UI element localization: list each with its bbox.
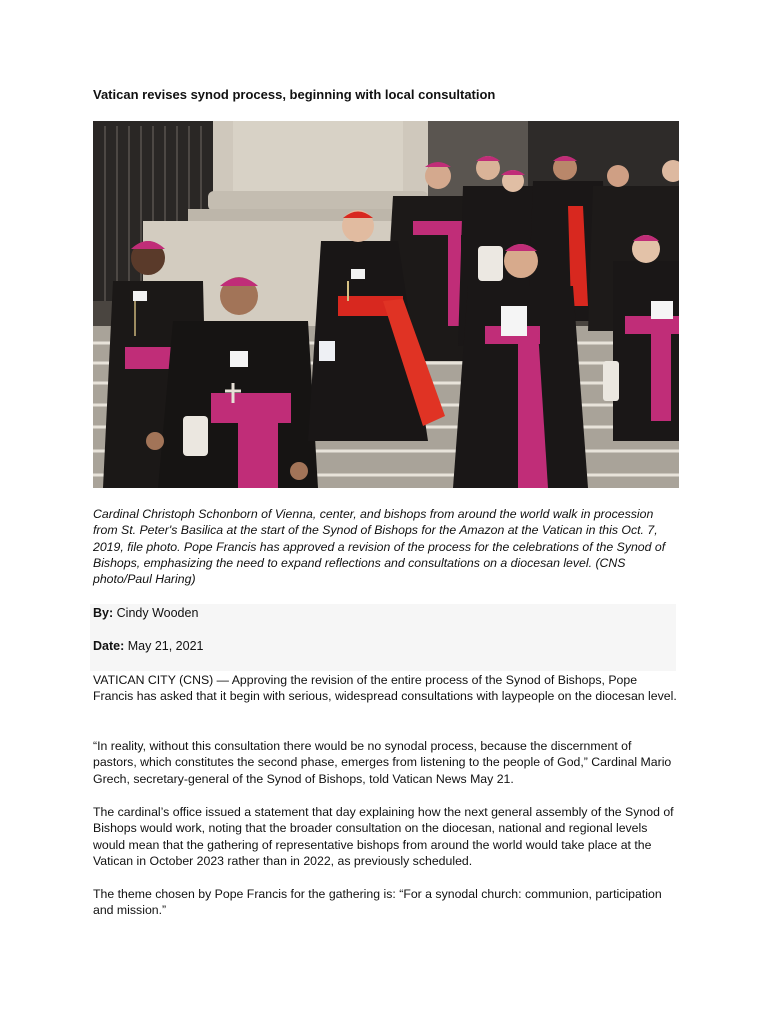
photo-caption: Cardinal Christoph Schonborn of Vienna, center, and bishops from around the world walk in procession from St. Peter's Basilica at the start of the Synod of Bishops for the Amazon at the Vatican in this Oct. 7, 2019, file photo. Pope Francis has approved a revision of the process for the celebrations of the Synod of Bishops, emphasizing the need to expand reflections and consultations on a diocesan level. (CNS photo/Paul Haring) [93,507,666,587]
article-paragraph-2: “In reality, without this consultation there would be no synodal process, because the discernment of pastors, which constitutes the second phase, emerges from listening to the people of God,” Cardinal Mario Grech, secretary-general of the Synod of Bishops, told Vatican News May 21. [93,739,672,786]
cleric-far-right [613,235,679,441]
byline [93,606,198,620]
column-shaft [233,121,403,191]
article-photo [93,121,679,488]
white-bag-right [603,361,619,401]
procession-photo-illustration [93,121,679,488]
byline-label: By: [93,606,114,620]
article-paragraph-1: VATICAN CITY (CNS) — Approving the revision of the entire process of the Synod of Bishops, Pope Francis has asked that it begin with serious, widespread consultations with laypeople on the diocesan level. [93,673,677,704]
white-bag-left [183,416,208,456]
article-paragraph-3: The cardinal’s office issued a statement that day explaining how the next general assembly of the Synod of Bishops would work, noting that the broader consultation on the diocesan, national and regional levels would mean that the gathering of representative bishops from around the world would take place at the Vatican in October 2023 rather than in 2022, as previously scheduled. [93,805,674,869]
dateline [93,639,204,653]
article-paragraph-4: The theme chosen by Pope Francis for the gathering is: “For a synodal church: communion, participation and mission.” [93,887,662,918]
date-label: Date: [93,639,125,653]
byline-author: Cindy Wooden [116,606,199,620]
article-title: Vatican revises synod process, beginning with local consultation [93,87,496,102]
date-value: May 21, 2021 [127,639,204,653]
